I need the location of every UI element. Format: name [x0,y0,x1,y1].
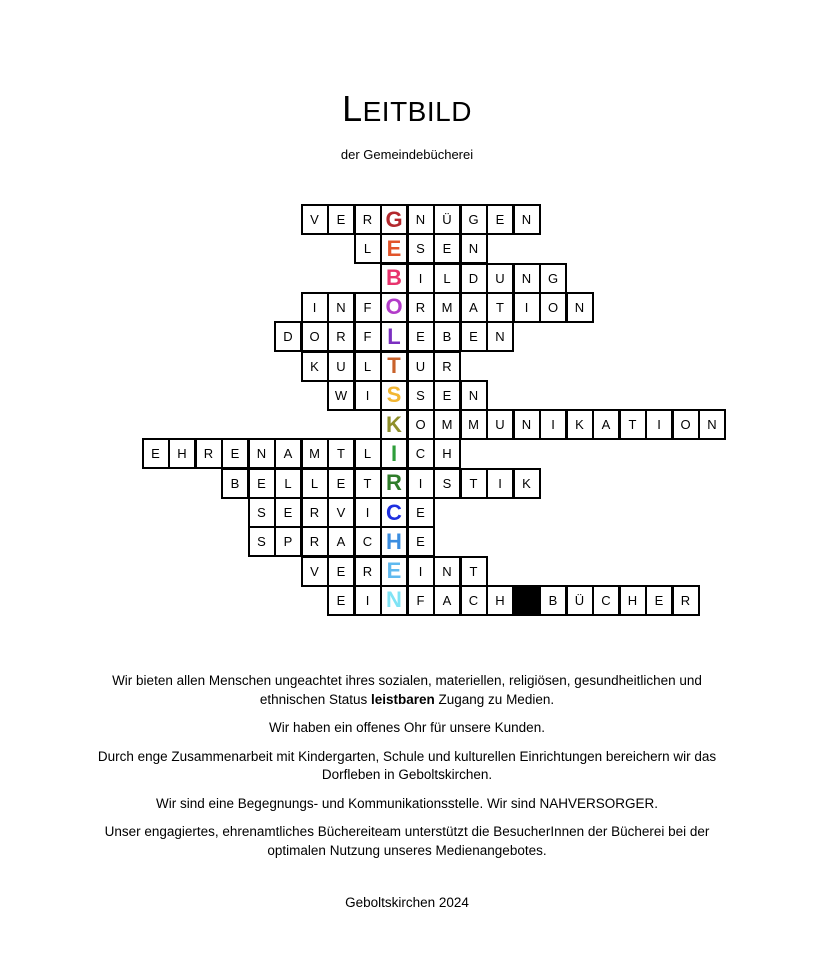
crossword-cell: E [407,497,435,528]
crossword-cell: E [486,204,514,235]
crossword-cell: O [539,292,567,323]
crossword-cell: H [486,585,514,616]
crossword-cell: N [460,233,488,264]
crossword-cell: E [645,585,673,616]
crossword-cell: A [460,292,488,323]
keyword-letter-cell: G [380,204,408,235]
subtitle: der Gemeindebücherei [340,147,474,162]
crossword-cell: A [274,438,302,469]
crossword-cell: V [327,497,355,528]
crossword-cell: I [354,380,382,411]
crossword-cell: S [248,497,276,528]
blank-cell [513,585,541,616]
mission-text [80,672,734,870]
paragraph: Unser engagiertes, ehrenamtliches Büchereiteam unterstützt die BesucherInnen der Bücherei bei der optimalen Nutzung unseres Medienangebotes. [104,824,710,858]
crossword-cell: O [407,409,435,440]
crossword-cell: R [354,204,382,235]
crossword-cell: T [460,468,488,499]
crossword-cell: R [327,321,355,352]
title-initial: L [342,88,363,129]
paragraph: Wir sind eine Begegnungs- und Kommunikationsstelle. Wir sind NAHVERSORGER. [156,795,658,811]
crossword-cell: T [486,292,514,323]
keyword-letter-cell: S [380,380,408,411]
crossword-cell: I [486,468,514,499]
crossword-cell: H [168,438,196,469]
crossword-cell: R [301,497,329,528]
crossword-cell: E [433,233,461,264]
crossword-cell: B [433,321,461,352]
crossword-cell: M [433,292,461,323]
crossword-cell: H [619,585,647,616]
crossword-cell: S [407,380,435,411]
crossword-cell: U [486,409,514,440]
crossword-cell: R [301,526,329,557]
crossword-cell: I [407,468,435,499]
crossword-cell: N [513,409,541,440]
crossword-cell: I [539,409,567,440]
crossword-cell: S [248,526,276,557]
crossword-cell: L [354,351,382,382]
crossword-cell: F [354,292,382,323]
crossword-cell: N [433,556,461,587]
crossword-cell: E [142,438,170,469]
crossword-cell: I [354,585,382,616]
crossword-cell: G [539,263,567,294]
crossword-cell: M [301,438,329,469]
crossword-cell: C [460,585,488,616]
crossword-cell: K [301,351,329,382]
crossword-cell: R [354,556,382,587]
keyword-letter-cell: L [380,321,408,352]
crossword-cell: T [460,556,488,587]
keyword-letter-cell: H [380,526,408,557]
crossword-cell: L [354,438,382,469]
crossword-cell: M [433,409,461,440]
keyword-letter-cell: T [380,351,408,382]
crossword-cell: Ü [433,204,461,235]
crossword-cell: I [407,263,435,294]
crossword-cell: E [460,321,488,352]
crossword-cell: M [460,409,488,440]
crossword-cell: E [327,585,355,616]
keyword-letter-cell: R [380,468,408,499]
keyword-letter-cell: E [380,556,408,587]
crossword-cell: E [407,526,435,557]
crossword-cell: N [513,263,541,294]
crossword-cell: N [460,380,488,411]
crossword-cell: I [354,497,382,528]
crossword-cell: I [407,556,435,587]
crossword-cell: E [327,468,355,499]
crossword-cell: R [195,438,223,469]
crossword-cell: T [354,468,382,499]
crossword-cell: N [407,204,435,235]
crossword-cell: S [407,233,435,264]
keyword-letter-cell: B [380,263,408,294]
crossword-cell: S [433,468,461,499]
crossword-cell: F [407,585,435,616]
crossword-cell: C [592,585,620,616]
crossword-cell: N [513,204,541,235]
crossword-cell: V [301,204,329,235]
keyword-letter-cell: I [380,438,408,469]
crossword-cell: N [566,292,594,323]
crossword-cell: A [327,526,355,557]
crossword-cell: F [354,321,382,352]
crossword-cell: R [672,585,700,616]
crossword-cell: V [301,556,329,587]
crossword-cell: R [433,351,461,382]
keyword-letter-cell: O [380,292,408,323]
crossword-cell: T [327,438,355,469]
paragraph: Wir haben ein offenes Ohr für unsere Kunden. [269,720,545,735]
crossword-cell: I [513,292,541,323]
crossword-cell: I [301,292,329,323]
crossword-cell: U [407,351,435,382]
crossword-cell: L [354,233,382,264]
crossword-cell: L [301,468,329,499]
crossword-cell: B [539,585,567,616]
crossword-cell: W [327,380,355,411]
crossword-cell: R [407,292,435,323]
paragraph: Durch enge Zusammenarbeit mit Kindergarten, Schule und kulturellen Einrichtungen bereichern wir das Dorfleben in Geboltskirchen. [97,748,717,782]
paragraph: Wir bieten allen Menschen ungeachtet ihres sozialen, materiellen, religiösen, gesundheitlichen und ethnischen Status leistbaren Zugang zu Medien. [112,673,702,707]
crossword-cell: C [407,438,435,469]
crossword-cell: B [221,468,249,499]
keyword-letter-cell: N [380,585,408,616]
crossword-cell: E [407,321,435,352]
crossword-cell: U [486,263,514,294]
crossword-cell: E [433,380,461,411]
crossword-cell: Ü [566,585,594,616]
crossword-cell: O [301,321,329,352]
crossword-cell: E [221,438,249,469]
crossword-cell: D [274,321,302,352]
crossword-cell: P [274,526,302,557]
crossword-cell: N [327,292,355,323]
crossword-cell: K [513,468,541,499]
crossword-cell: A [433,585,461,616]
crossword-cell: A [592,409,620,440]
crossword-cell: E [248,468,276,499]
crossword-cell: E [327,204,355,235]
title-rest: EITBILD [362,96,472,127]
crossword-cell: N [248,438,276,469]
crossword-cell: E [274,497,302,528]
crossword-cell: T [619,409,647,440]
footer-text: Geboltskirchen 2024 [345,895,469,910]
keyword-letter-cell: E [380,233,408,264]
keyword-letter-cell: C [380,497,408,528]
crossword-cell: H [433,438,461,469]
crossword-cell: K [566,409,594,440]
crossword-cell: N [698,409,726,440]
crossword-cell: O [672,409,700,440]
crossword-cell: C [354,526,382,557]
crossword-cell: D [460,263,488,294]
keyword-letter-cell: K [380,409,408,440]
crossword-cell: L [433,263,461,294]
crossword-cell: E [327,556,355,587]
crossword-cell: G [460,204,488,235]
crossword-cell: N [486,321,514,352]
crossword-cell: I [645,409,673,440]
crossword-cell: U [327,351,355,382]
crossword-cell: L [274,468,302,499]
